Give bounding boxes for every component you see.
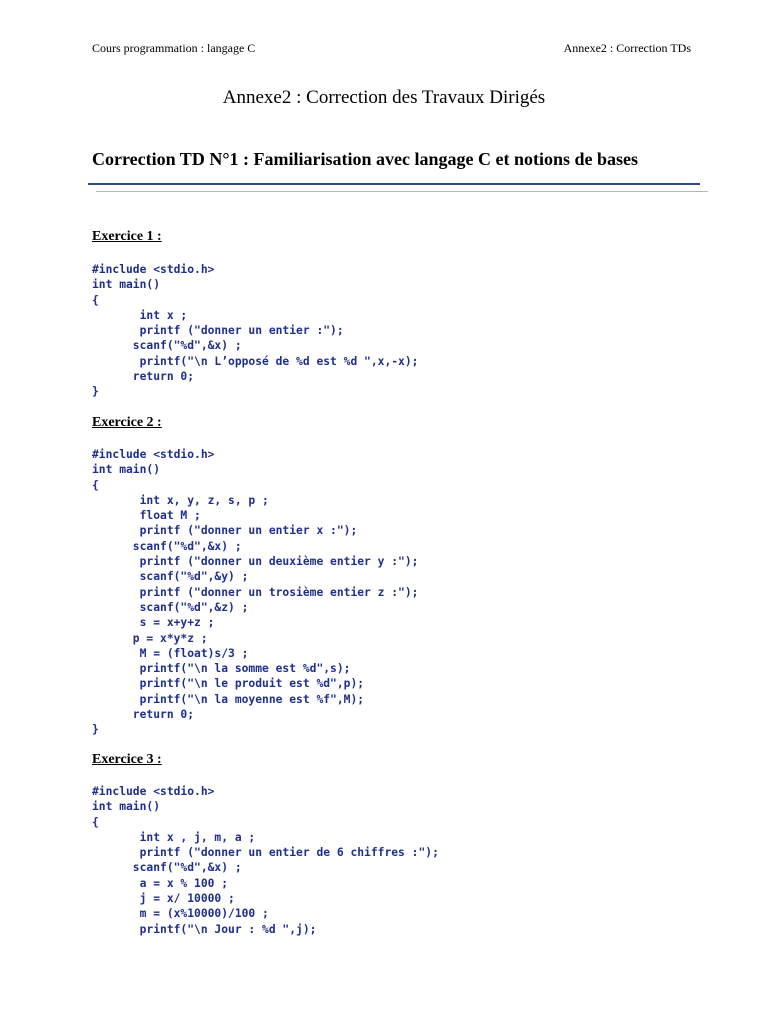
code-line: printf("\n la somme est %d",s); <box>92 662 351 676</box>
exercise-2-heading: Exercice 2 : <box>92 415 162 430</box>
code-line: #include <stdio.h> <box>92 263 215 276</box>
code-line: int main() <box>92 800 161 814</box>
code-line: printf ("donner un entier :"); <box>92 324 344 338</box>
code-line: M = (float)s/3 ; <box>92 646 249 660</box>
code-line: int main() <box>92 278 161 292</box>
code-line: printf ("donner un entier de 6 chiffres :"); <box>92 846 439 860</box>
code-line: p = x*y*z ; <box>92 631 208 645</box>
td-title: Correction TD N°1 : Familiarisation avec langage C et notions de bases <box>92 149 638 169</box>
code-line: printf("\n L’opposé de %d est %d ",x,-x); <box>92 354 419 368</box>
code-line: printf ("donner un entier x :"); <box>92 524 358 538</box>
exercise-1-code <box>92 262 418 400</box>
code-line: scanf("%d",&y) ; <box>92 570 249 584</box>
code-line: a = x % 100 ; <box>92 876 229 890</box>
code-line: j = x/ 10000 ; <box>92 892 235 906</box>
code-line: scanf("%d",&z) ; <box>92 600 249 614</box>
exercise-3-code <box>92 784 439 937</box>
code-line: int x ; <box>92 308 188 322</box>
header-left: Cours programmation : langage C <box>92 41 256 55</box>
exercise-1-heading: Exercice 1 : <box>92 229 162 244</box>
code-line: printf("\n le produit est %d",p); <box>92 677 365 691</box>
code-line: m = (x%10000)/100 ; <box>92 907 269 921</box>
code-line: return 0; <box>92 370 195 384</box>
title-rule-primary <box>88 183 700 185</box>
code-line: printf("\n la moyenne est %f",M); <box>92 692 365 706</box>
code-line: #include <stdio.h> <box>92 448 215 461</box>
code-line: { <box>92 478 99 492</box>
annex-title: Annexe2 : Correction des Travaux Dirigés <box>222 87 546 108</box>
code-line: return 0; <box>92 708 195 722</box>
header-right: Annexe2 : Correction TDs <box>563 41 691 55</box>
code-line: { <box>92 815 99 829</box>
code-line: printf ("donner un trosième entier z :"); <box>92 585 419 599</box>
code-line: #include <stdio.h> <box>92 785 215 798</box>
exercise-2-code <box>92 447 418 738</box>
code-line: int main() <box>92 463 161 477</box>
code-line: } <box>92 385 99 399</box>
code-line: scanf("%d",&x) ; <box>92 861 242 875</box>
code-line: int x, y, z, s, p ; <box>92 493 269 507</box>
code-line: scanf("%d",&x) ; <box>92 539 242 553</box>
code-line: scanf("%d",&x) ; <box>92 339 242 353</box>
code-line: s = x+y+z ; <box>92 616 215 630</box>
code-line: int x , j, m, a ; <box>92 830 256 844</box>
code-line: { <box>92 293 99 307</box>
code-line: float M ; <box>92 509 201 523</box>
code-line: printf("\n Jour : %d ",j); <box>92 922 317 936</box>
title-rule-secondary <box>96 191 708 192</box>
exercise-3-heading: Exercice 3 : <box>92 752 162 767</box>
code-line: printf ("donner un deuxième entier y :"); <box>92 555 419 569</box>
code-line: } <box>92 723 99 737</box>
